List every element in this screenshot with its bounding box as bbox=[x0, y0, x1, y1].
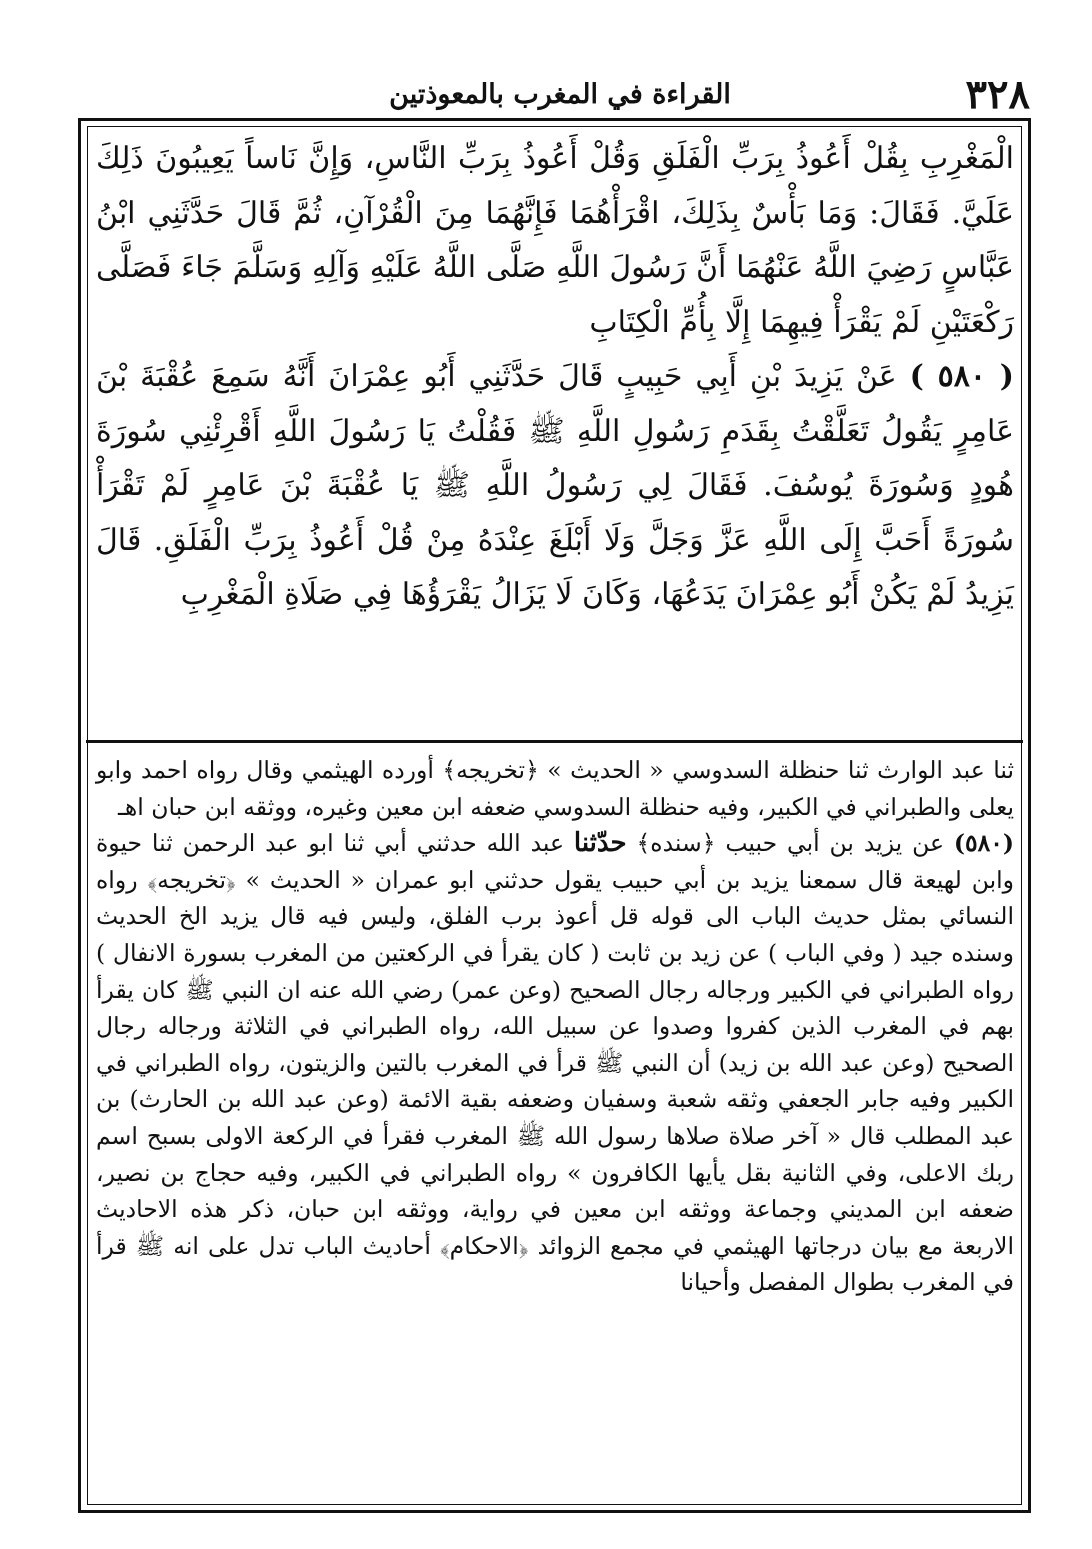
main-text bbox=[96, 132, 1014, 623]
footnote-paragraph-1 bbox=[96, 752, 1014, 825]
footnote-2-sanad-word: حدّثنا bbox=[573, 828, 627, 859]
page-header bbox=[90, 70, 1030, 120]
running-title: القراءة في المغرب بالمعوذتين bbox=[389, 79, 731, 110]
footnotes bbox=[96, 752, 1014, 1301]
footnote-2-number: (٥٨٠) bbox=[953, 829, 1014, 858]
footnote-2-lead: عن يزيد بن أبي حبيب ﴿سنده﴾ bbox=[636, 829, 944, 858]
footnote-2-body: عبد الله حدثني أبي ثنا ابو عبد الرحمن ثنا حيوة وابن لهيعة قال سمعنا يزيد بن أبي حبيب يقول حدثني ابو عمران « الحديث » ﴿تخريجه﴾ رواه النسائي بمثل حديث الباب الى قوله قل أعوذ برب الفلق، وليس فيه قال يزيد الخ الحديث وسنده جيد ( وفي الباب ) عن زيد بن ثابت ( كان يقرأ في الركعتين من المغرب بسورة الانفال ) رواه الطبراني في الكبير ورجاله رجال الصحيح (وعن عمر) رضي الله عنه ان النبي ﷺ كان يقرأ بهم في المغرب الذين كفروا وصدوا عن سبيل الله، رواه الطبراني في الثلاثة ورجاله رجال الصحيح (وعن عبد الله بن زيد) أن النبي ﷺ قرأ في المغرب بالتين والزيتون، رواه الطبراني في الكبير وفيه جابر الجعفي وثقه شعبة وسفيان وضعفه بقية الائمة (وعن عبد الله بن الحارث) بن عبد المطلب قال « آخر صلاة صلاها رسول الله ﷺ المغرب فقرأ في الركعة الاولى بسبح اسم ربك الاعلى، وفي الثانية بقل يأيها الكافرون » رواه الطبراني في الكبير، وفيه حجاج بن نصير، ضعفه ابن المديني وجماعة ووثقه ابن معين في رواية، ووثقه ابن حبان، ذكر هذه الاحاديث الاربعة مع بيان درجاتها الهيثمي في مجمع الزوائد ﴿الاحكام﴾ أحاديث الباب تدل على انه ﷺ قرأ في المغرب بطوال المفصل وأحيانا bbox=[96, 829, 1014, 1297]
hadith-number: ( ٥٨٠ ) bbox=[909, 359, 1015, 394]
hadith-text: عَنْ يَزِيدَ بْنِ أَبِي حَبِيبٍ قَالَ حَدَّثَنِي أَبُو عِمْرَانَ أَنَّهُ سَمِعَ عُقْبَةَ بْنَ عَامِرٍ يَقُولُ تَعَلَّقْتُ بِقَدَمِ رَسُولِ اللَّهِ ﷺ فَقُلْتُ يَا رَسُولَ اللَّهِ أَقْرِئْنِي سُورَةَ هُودٍ وَسُورَةَ يُوسُفَ. فَقَالَ لِي رَسُولُ اللَّهِ ﷺ يَا عُقْبَةَ بْنَ عَامِرٍ لَمْ تَقْرَأْ سُورَةً أَحَبَّ إِلَى اللَّهِ عَزَّ وَجَلَّ وَلَا أَبْلَغَ عِنْدَهُ مِنْ قُلْ أَعُوذُ بِرَبِّ الْفَلَقِ. قَالَ يَزِيدُ لَمْ يَكُنْ أَبُو عِمْرَانَ يَدَعُهَا، وَكَانَ لَا يَزَالُ يَقْرَؤُهَا فِي صَلَاةِ الْمَغْرِبِ bbox=[96, 359, 1014, 612]
main-intro-text: الْمَغْرِبِ بِقُلْ أَعُوذُ بِرَبِّ الْفَلَقِ وَقُلْ أَعُوذُ بِرَبِّ النَّاسِ، وَإِنَّ نَاساً يَعِيبُونَ ذَلِكَ عَلَيَّ. فَقَالَ: وَمَا بَأْسٌ بِذَلِكَ، اقْرَأْهُمَا فَإِنَّهُمَا مِنَ الْقُرْآنِ، ثُمَّ قَالَ حَدَّثَنِي ابْنُ عَبَّاسٍ رَضِيَ اللَّهُ عَنْهُمَا أَنَّ رَسُولَ اللَّهِ صَلَّى اللَّهُ عَلَيْهِ وَآلِهِ وَسَلَّمَ جَاءَ فَصَلَّى رَكْعَتَيْنِ لَمْ يَقْرَأْ فِيهِمَا إِلَّا بِأُمِّ الْكِتَابِ bbox=[96, 141, 1014, 340]
footnote-divider bbox=[86, 740, 1023, 743]
footnote-paragraph-2 bbox=[96, 825, 1014, 1301]
main-intro-paragraph bbox=[96, 132, 1014, 350]
footnote-1-text: ثنا عبد الوارث ثنا حنظلة السدوسي « الحديث » ﴿تخريجه﴾ أورده الهيثمي وقال رواه احمد وابو يعلى والطبراني في الكبير، وفيه حنظلة السدوسي ضعفه ابن معين وغيره، ووثقه ابن حبان اهـ bbox=[96, 756, 1014, 821]
page-number: ٣٢٨ bbox=[965, 71, 1030, 118]
hadith-paragraph bbox=[96, 350, 1014, 623]
